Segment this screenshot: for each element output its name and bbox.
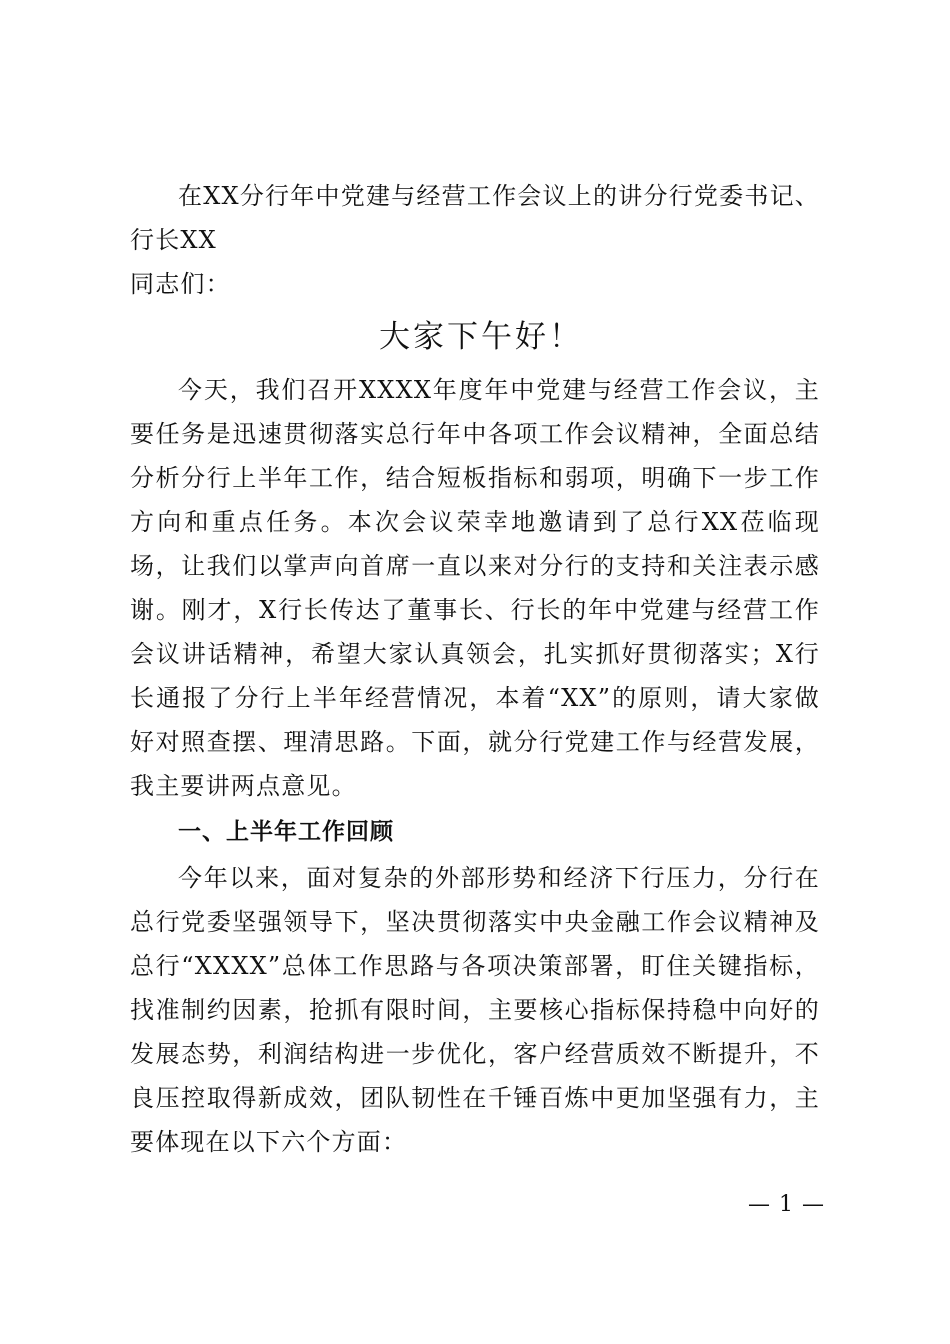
page-number: — 1 — bbox=[748, 1192, 825, 1217]
salutation: 同志们： bbox=[130, 270, 231, 298]
section-heading: 一、上半年工作回顾 bbox=[178, 819, 394, 845]
intro-paragraph: 今天，我们召开XXXX年度年中党建与经营工作会议，主要任务是迅速贯彻落实总行年中各项工作会议精神，全面总结分析分行上半年工作，结合短板指标和弱项，明确下一步工作方向和重点任务。本次会议荣幸地邀请到了总行XX莅临现场，让我们以掌声向首席一直以来对分行的支持和关注表示感谢。刚才，X行长传达了董事长、行长的年中党建与经营工作会议讲话精神，希望大家认真领会，扎实抓好贯彻落实；X行长通报了分行上半年经营情况，本着“XX”的原则，请大家做好对照查摆、理清思路。下面，就分行党建工作与经营发展，我主要讲两点意见。 bbox=[130, 376, 820, 800]
section-paragraph: 今年以来，面对复杂的外部形势和经济下行压力，分行在总行党委坚强领导下，坚决贯彻落实中央金融工作会议精神及总行“XXXX”总体工作思路与各项决策部署，盯住关键指标，找准制约因素，抢抓有限时间，主要核心指标保持稳中向好的发展态势，利润结构进一步优化，客户经营质效不断提升，不良压控取得新成效，团队韧性在千锤百炼中更加坚强有力，主要体现在以下六个方面： bbox=[130, 864, 820, 1156]
greeting-heading: 大家下午好！ bbox=[379, 319, 583, 355]
document-title-line: 在XX分行年中党建与经营工作会议上的讲分行党委书记、行长XX bbox=[130, 182, 820, 254]
document-body bbox=[130, 174, 820, 1164]
